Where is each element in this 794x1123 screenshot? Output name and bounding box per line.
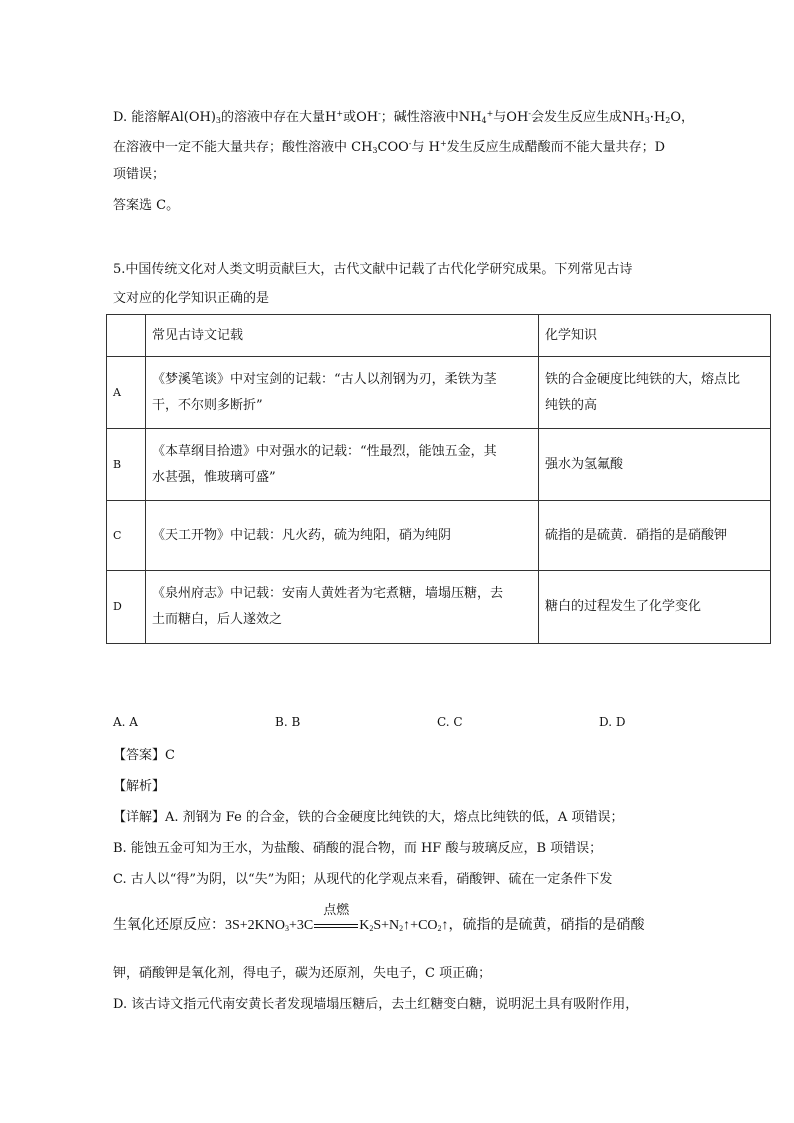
table-header-cell <box>107 315 146 357</box>
answer-tag: 【答案】C <box>113 748 175 763</box>
analysis-c-prefix: 生氧化还原反应： <box>113 917 225 933</box>
row-text-line: 干，不尔则多断折” <box>152 397 263 413</box>
analysis-c-line3: 钾，硝酸钾是氧化剂，得电子，碳为还原剂，失电子，C 项正确； <box>113 966 492 981</box>
question-table <box>106 314 771 644</box>
table-header-cell: 化学知识 <box>539 315 771 357</box>
analysis-c-line1: C. 古人以“得”为阴，以“失”为阳；从现代的化学观点来看，硝酸钾、硫在一定条件下发 <box>113 872 613 887</box>
analysis-c-suffix: ，硫指的是硫黄，硝指的是硝酸 <box>448 917 645 933</box>
analysis-c-line2 <box>113 902 645 938</box>
table-row <box>107 571 771 644</box>
row-label: A <box>107 357 146 429</box>
reaction-equation: $3S+2KNO_3+3C$ 点燃 $K_2S+N_2↑+CO_2↑$ <box>225 902 449 933</box>
reaction-condition: 点燃 <box>323 902 350 917</box>
table-row <box>107 501 771 571</box>
row-text-line: 《本草纲目拾遗》中对强水的记载：“性最烈，能蚀五金，其 <box>152 443 497 459</box>
analysis-b: B. 能蚀五金可知为王水，为盐酸、硝酸的混合物，而 HF 酸与玻璃反应，B 项错误； <box>113 841 603 856</box>
prev-option-d-line3: 项错误； <box>113 167 166 182</box>
row-text-line: 《泉州府志》中记载：安南人黄姓者为宅煮糖，墙塌压糖，去 <box>152 586 504 601</box>
row-knowledge-line: 铁的合金硬度比纯铁的大，熔点比 <box>545 371 741 387</box>
row-text <box>146 571 539 644</box>
option-b: B. B <box>275 715 301 729</box>
row-knowledge-line: 纯铁的高 <box>545 397 598 413</box>
row-text <box>146 429 539 501</box>
table-header-row <box>107 315 771 357</box>
row-label: B <box>107 429 146 501</box>
row-knowledge: 硫指的是硫黄．硝指的是硝酸钾 <box>539 501 771 571</box>
row-label: C <box>107 501 146 571</box>
prev-option-d-line2: 在溶液中一定不能大量共存；酸性溶液中 $CH_3COO^-$与 H+发生反应生成醋酸而不能大量共存；D <box>113 139 666 155</box>
table-row <box>107 429 771 501</box>
row-text-line: 土而糖白，后人遂效之 <box>152 612 283 627</box>
table-row <box>107 357 771 429</box>
analysis-tag: 【解析】 <box>113 779 166 794</box>
row-label: D <box>107 571 146 644</box>
row-text <box>146 357 539 429</box>
row-knowledge <box>539 357 771 429</box>
row-knowledge: 糖白的过程发生了化学变化 <box>539 571 771 644</box>
option-c: C. C <box>437 715 463 729</box>
row-text-line: 水甚强，惟玻璃可盛” <box>152 469 276 485</box>
row-text: 《天工开物》中记载：凡火药，硫为纯阳，硝为纯阴 <box>146 501 539 571</box>
analysis-a: 【详解】A. 剂钢为 Fe 的合金，铁的合金硬度比纯铁的大，熔点比纯铁的低，A 项错误； <box>113 810 624 825</box>
table-header-cell: 常见古诗文记载 <box>146 315 539 357</box>
question-stem-line1: 5.中国传统文化对人类文明贡献巨大，古代文献中记载了古代化学研究成果。下列常见古诗 <box>113 262 633 277</box>
question-stem-line2: 文对应的化学知识正确的是 <box>113 291 270 306</box>
option-d: D. D <box>599 715 626 729</box>
option-a: A. A <box>113 715 138 729</box>
prev-option-d-line1: D. 能溶解$Al(OH)_3$的溶液中存在大量H+或OH-；碱性溶液中$NH_4^+$与OH-会发生反应生成$NH_3\cdot H_2O$， <box>113 109 695 125</box>
row-knowledge: 强水为氢氟酸 <box>539 429 771 501</box>
row-text-line: 《梦溪笔谈》中对宝剑的记载：“古人以剂钢为刃，柔铁为茎 <box>152 371 497 387</box>
reaction-arrow <box>313 902 359 935</box>
prev-answer: 答案选 C。 <box>113 198 180 213</box>
analysis-d: D. 该古诗文指元代南安黄长者发现墙塌压糖后，去土红糖变白糖，说明泥土具有吸附作用， <box>113 997 639 1012</box>
